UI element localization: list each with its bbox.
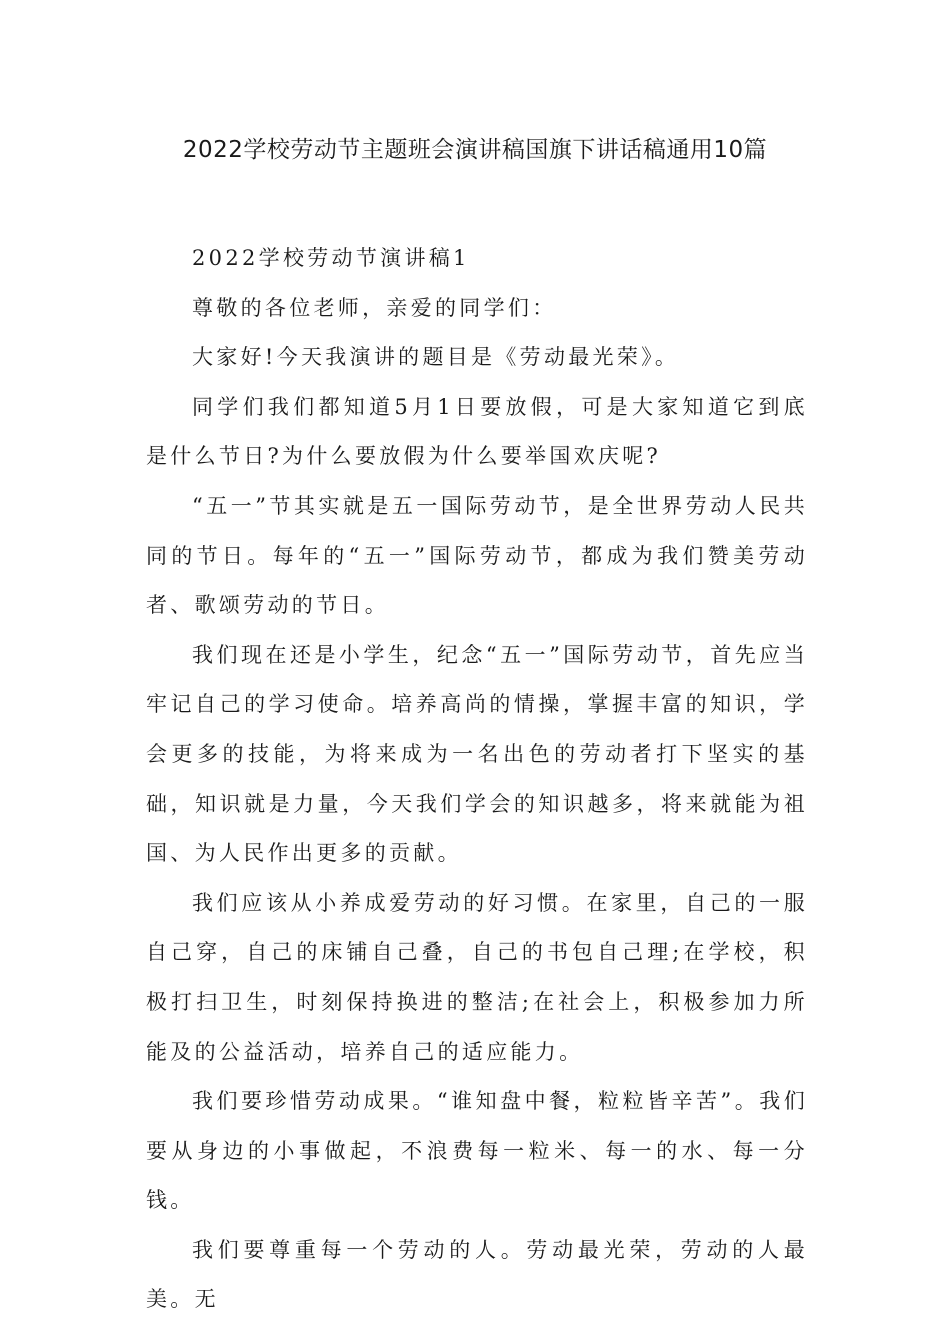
document-body <box>146 234 808 1325</box>
salutation: 尊敬的各位老师，亲爱的同学们： <box>192 295 557 320</box>
body-paragraph: 我们要尊重每一个劳动的人。劳动最光荣，劳动的人最美。无 <box>146 1237 808 1312</box>
body-paragraph: 我们现在还是小学生，纪念“五一”国际劳动节，首先应当牢记自己的学习使命。培养高尚的情操，掌握丰富的知识，学会更多的技能，为将来成为一名出色的劳动者打下坚实的基础，知识就是力量，今天我们学会的知识越多，将来就能为祖国、为人民作出更多的贡献。 <box>146 642 808 866</box>
body-paragraph: 我们应该从小养成爱劳动的好习惯。在家里，自己的一服自己穿，自己的床铺自己叠，自己的书包自己理;在学校，积极打扫卫生，时刻保持换进的整洁;在社会上，积极参加力所能及的公益活动，培养自己的适应能力。 <box>146 890 808 1064</box>
document-title: 2022学校劳动节主题班会演讲稿国旗下讲话稿通用10篇 <box>182 137 768 163</box>
body-paragraph: 我们要珍惜劳动成果。“谁知盘中餐，粒粒皆辛苦”。我们要从身边的小事做起，不浪费每一粒米、每一的水、每一分钱。 <box>146 1089 808 1213</box>
body-paragraph: “五一”节其实就是五一国际劳动节，是全世界劳动人民共同的节日。每年的“五一”国际劳动节，都成为我们赞美劳动者、歌颂劳动的节日。 <box>146 493 808 618</box>
speech-heading: 2022学校劳动节演讲稿1 <box>192 246 470 270</box>
greeting-paragraph: 大家好!今天我演讲的题目是《劳动最光荣》。 <box>192 345 680 370</box>
body-paragraph: 同学们我们都知道5月1日要放假，可是大家知道它到底是什么节日?为什么要放假为什么要举国欢庆呢? <box>146 394 808 469</box>
